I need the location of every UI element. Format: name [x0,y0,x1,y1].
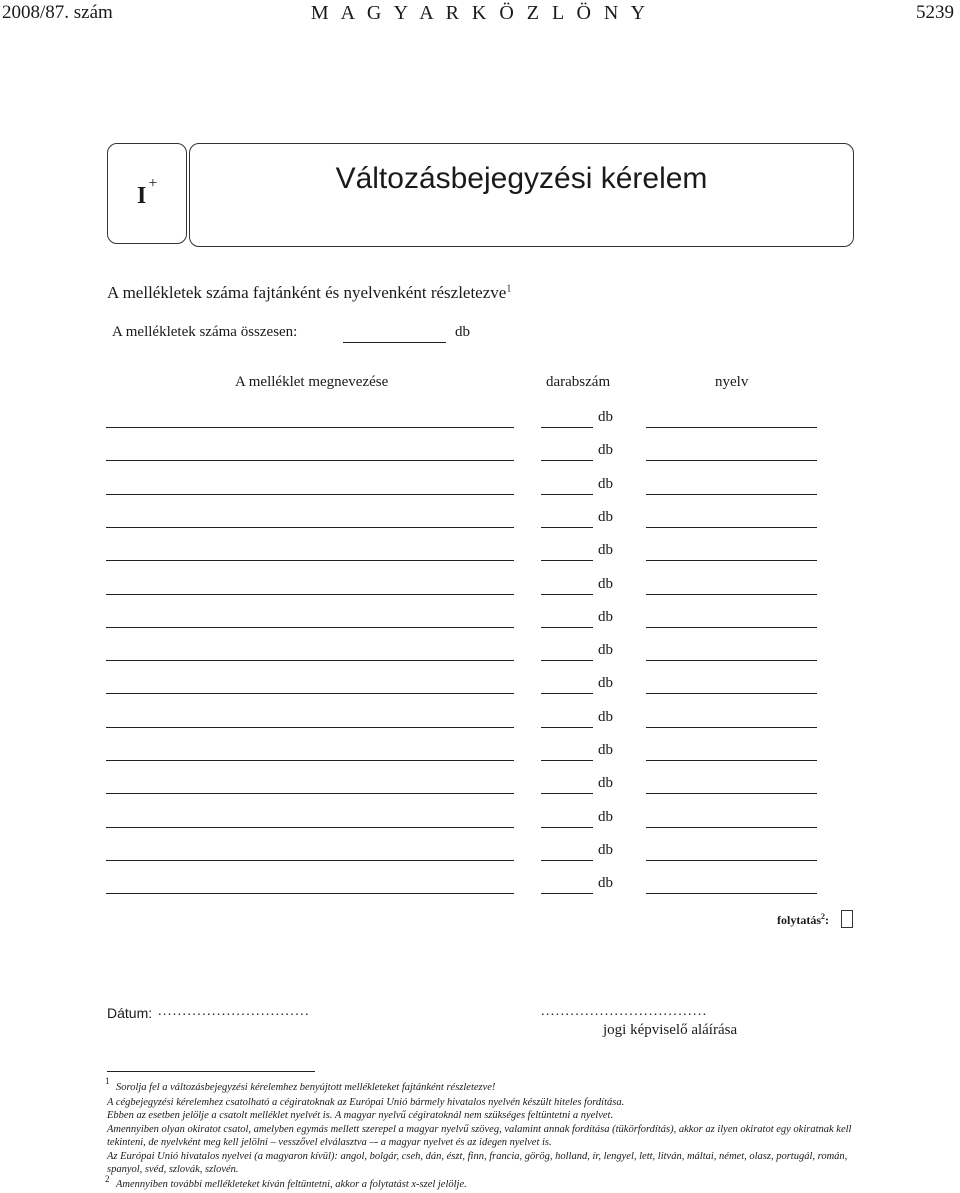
attachment-language-field[interactable] [646,760,817,761]
total-unit: db [455,324,470,340]
attachment-language-field[interactable] [646,594,817,595]
attachment-name-field[interactable] [106,827,514,828]
count-unit: db [598,742,613,758]
attachment-language-field[interactable] [646,494,817,495]
attachment-count-field[interactable] [541,494,593,495]
attachment-count-field[interactable] [541,760,593,761]
attachment-count-field[interactable] [541,793,593,794]
attachment-language-field[interactable] [646,727,817,728]
attachment-name-field[interactable] [106,727,514,728]
attachment-row [0,638,960,668]
footnote-1-line-1: Sorolja fel a változásbejegyzési kérelemhez benyújtott mellékleteket fajtánként részletezve! [116,1082,496,1093]
footnote-number-1: 1 [105,1076,110,1086]
attachment-language-field[interactable] [646,693,817,694]
attachment-row [0,838,960,868]
attachment-name-field[interactable] [106,494,514,495]
attachment-name-field[interactable] [106,460,514,461]
attachment-name-field[interactable] [106,793,514,794]
attachment-row [0,472,960,502]
continuation-checkbox[interactable] [841,910,853,928]
count-unit: db [598,475,613,492]
attachment-row [0,438,960,468]
attachment-language-field[interactable] [646,560,817,561]
form-title: Változásbejegyzési kérelem [335,162,708,195]
footnote-1-line-4: Amennyiben olyan okiratot csatol, amelyben egymás mellett szerepel a magyar nyelvű szöveg, valamint annak fordítása (tükörfordítás), akkor az ilyen okiratot egy okiratnak kell tekinteni, de nyelvként meg kell jelölni – vesszővel elválasztva –- a magyar nyelvet és az idegen nyelvet is. [107,1124,852,1148]
attachment-count-field[interactable] [541,427,593,428]
attachment-count-field[interactable] [541,527,593,528]
attachment-name-field[interactable] [106,860,514,861]
footnote-number-2: 2 [105,1174,110,1184]
attachment-row [0,405,960,435]
attachment-row [0,871,960,901]
attachment-language-field[interactable] [646,427,817,428]
date-field[interactable]: ............................... [158,1004,310,1019]
count-unit: db [598,708,613,725]
attachment-row [0,738,960,768]
total-input-line[interactable] [343,342,446,343]
footnote-1-line-2: A cégbejegyzési kérelemhez csatolható a cégiratoknak az Európai Unió bármely hivatalos nyelvén készült hiteles fordítása. [107,1097,625,1108]
attachment-language-field[interactable] [646,893,817,894]
attachment-language-field[interactable] [646,660,817,661]
attachment-row [0,505,960,535]
attachment-count-field[interactable] [541,727,593,728]
footnote-divider [107,1071,315,1072]
issue-number: 2008/87. szám [2,2,113,23]
count-unit: db [598,875,613,892]
date-label: Dátum: [107,1005,153,1021]
attachment-count-field[interactable] [541,594,593,595]
intro-text: A mellékletek száma fajtánként és nyelvenként részletezve$^1$ [107,283,512,302]
count-unit: db [598,841,613,858]
count-unit: db [598,675,613,692]
attachment-language-field[interactable] [646,827,817,828]
attachment-count-field[interactable] [541,893,593,894]
signature-label: jogi képviselő aláírása [603,1022,738,1038]
attachment-name-field[interactable] [106,594,514,595]
attachment-count-field[interactable] [541,560,593,561]
attachment-name-field[interactable] [106,527,514,528]
attachment-count-field[interactable] [541,827,593,828]
attachment-row [0,572,960,602]
count-unit: db [598,508,613,525]
attachment-count-field[interactable] [541,660,593,661]
column-header-count: darabszám [546,374,611,390]
column-header-name: A melléklet megnevezése [235,374,389,390]
footnote-1-line-5: Az Európai Unió hivatalos nyelvei (a magyaron kívül): angol, bolgár, cseh, dán, észt, finn, francia, görög, holland, ír, lengyel, lett, litván, máltai, német, olasz, portugál, román, spanyol, svéd, szlovák, szlovén. [107,1151,848,1175]
footnote-2-text: Amennyiben további mellékleteket kíván feltüntetni, akkor a folytatást x-szel jelölje. [116,1179,467,1190]
column-header-language: nyelv [715,374,749,390]
attachment-language-field[interactable] [646,460,817,461]
attachment-row [0,805,960,835]
attachment-row [0,605,960,635]
attachment-name-field[interactable] [106,427,514,428]
continuation-label: folytatás$^2$: [777,912,829,927]
journal-title: M A G Y A R K Ö Z L Ö N Y [310,2,650,24]
count-unit: db [598,575,613,592]
count-unit: db [598,642,613,659]
attachment-language-field[interactable] [646,527,817,528]
attachment-language-field[interactable] [646,860,817,861]
form-code: I + [137,175,158,209]
attachment-row [0,771,960,801]
attachment-language-field[interactable] [646,793,817,794]
count-unit: db [598,542,613,559]
attachment-name-field[interactable] [106,693,514,694]
page-number: 5239 [916,2,954,23]
attachment-count-field[interactable] [541,693,593,694]
attachment-name-field[interactable] [106,893,514,894]
attachment-name-field[interactable] [106,660,514,661]
attachment-row [0,538,960,568]
attachment-count-field[interactable] [541,460,593,461]
count-unit: db [598,608,613,625]
attachment-language-field[interactable] [646,627,817,628]
signature-field[interactable]: .................................. [541,1004,708,1019]
attachment-count-field[interactable] [541,627,593,628]
attachment-row [0,705,960,735]
attachment-row [0,671,960,701]
attachment-name-field[interactable] [106,627,514,628]
count-unit: db [598,442,613,459]
count-unit: db [598,409,613,425]
footnote-1-line-3: Ebben az esetben jelölje a csatolt melléklet nyelvét is. A magyar nyelvű cégiratoknál nem szükséges feltüntetni a nyelvet. [107,1110,614,1121]
attachment-count-field[interactable] [541,860,593,861]
attachment-name-field[interactable] [106,560,514,561]
count-unit: db [598,808,613,825]
total-label: A mellékletek száma összesen: [112,324,298,340]
count-unit: db [598,775,613,792]
attachment-name-field[interactable] [106,760,514,761]
